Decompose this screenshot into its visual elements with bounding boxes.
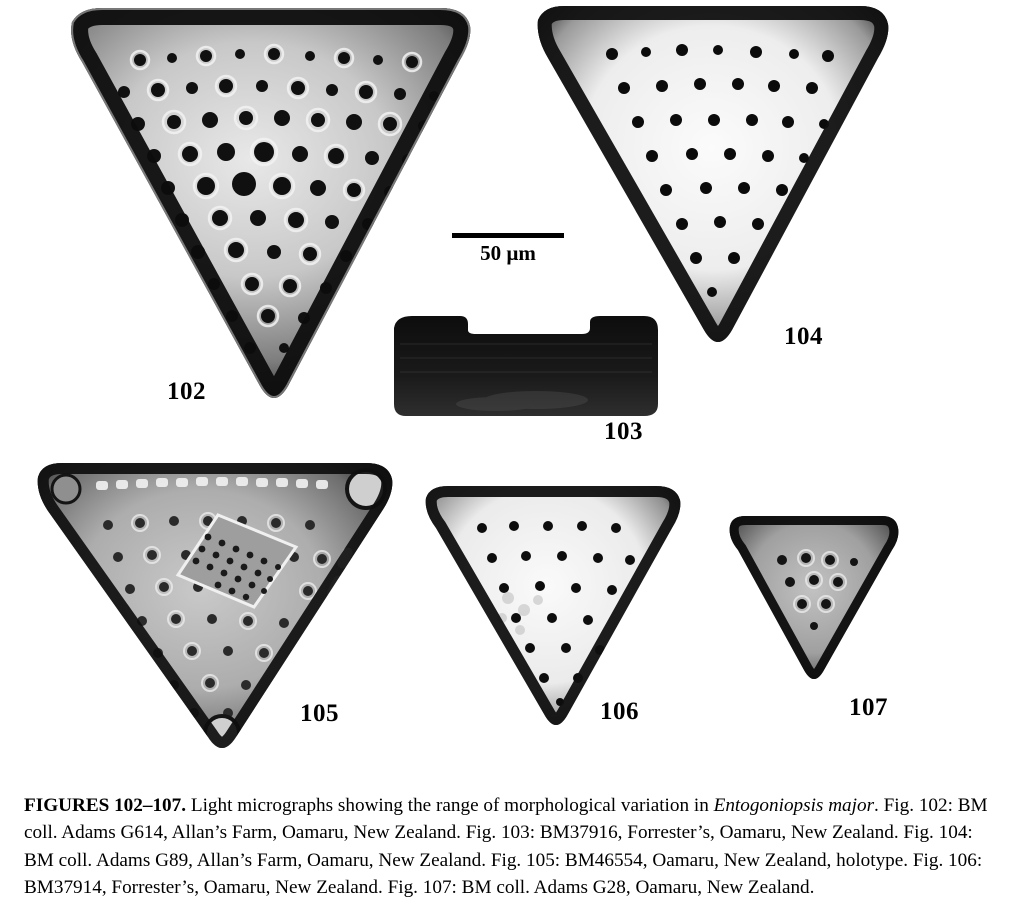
caption-text-1: Light micrographs showing the range of morphological variation in [186, 795, 714, 816]
scale-bar-label: 50 µm [480, 241, 536, 265]
figure-label-107: 107 [849, 694, 888, 721]
figure-label-103: 103 [604, 418, 643, 445]
scale-bar-line [452, 233, 564, 238]
caption-taxon-name: Entogoniopsis major [713, 795, 875, 816]
figure-caption [24, 792, 1002, 901]
figure-label-102: 102 [167, 378, 206, 405]
micrograph-fig-106 [412, 478, 692, 748]
figure-label-105: 105 [300, 700, 339, 727]
figure-label-104: 104 [784, 323, 823, 350]
caption-text-2: . Fig. 102: BM coll. Adams G614, Allan’s Farm, Oamaru, New Zealand. Fig. 103: BM37916, Forrester’s, Oamaru, New Zealand. Fig. 104: BM coll. Adams G89, Allan’s Farm, Oamaru, New Zealand. Fig. 105: BM46554, Oamaru, New Zealand, holotype. Fig. 106: BM37914, Forrester’s, Oamaru, New Zealand. Fig. 107: BM coll. Adams G28, Oamaru, New Zealand. [24, 795, 988, 898]
micrograph-fig-107 [718, 508, 908, 698]
scale-bar [452, 233, 564, 266]
figure-label-106: 106 [600, 698, 639, 725]
micrograph-fig-103 [386, 308, 666, 428]
micrograph-fig-105 [22, 455, 412, 775]
caption-heading: FIGURES 102–107. [24, 795, 187, 816]
